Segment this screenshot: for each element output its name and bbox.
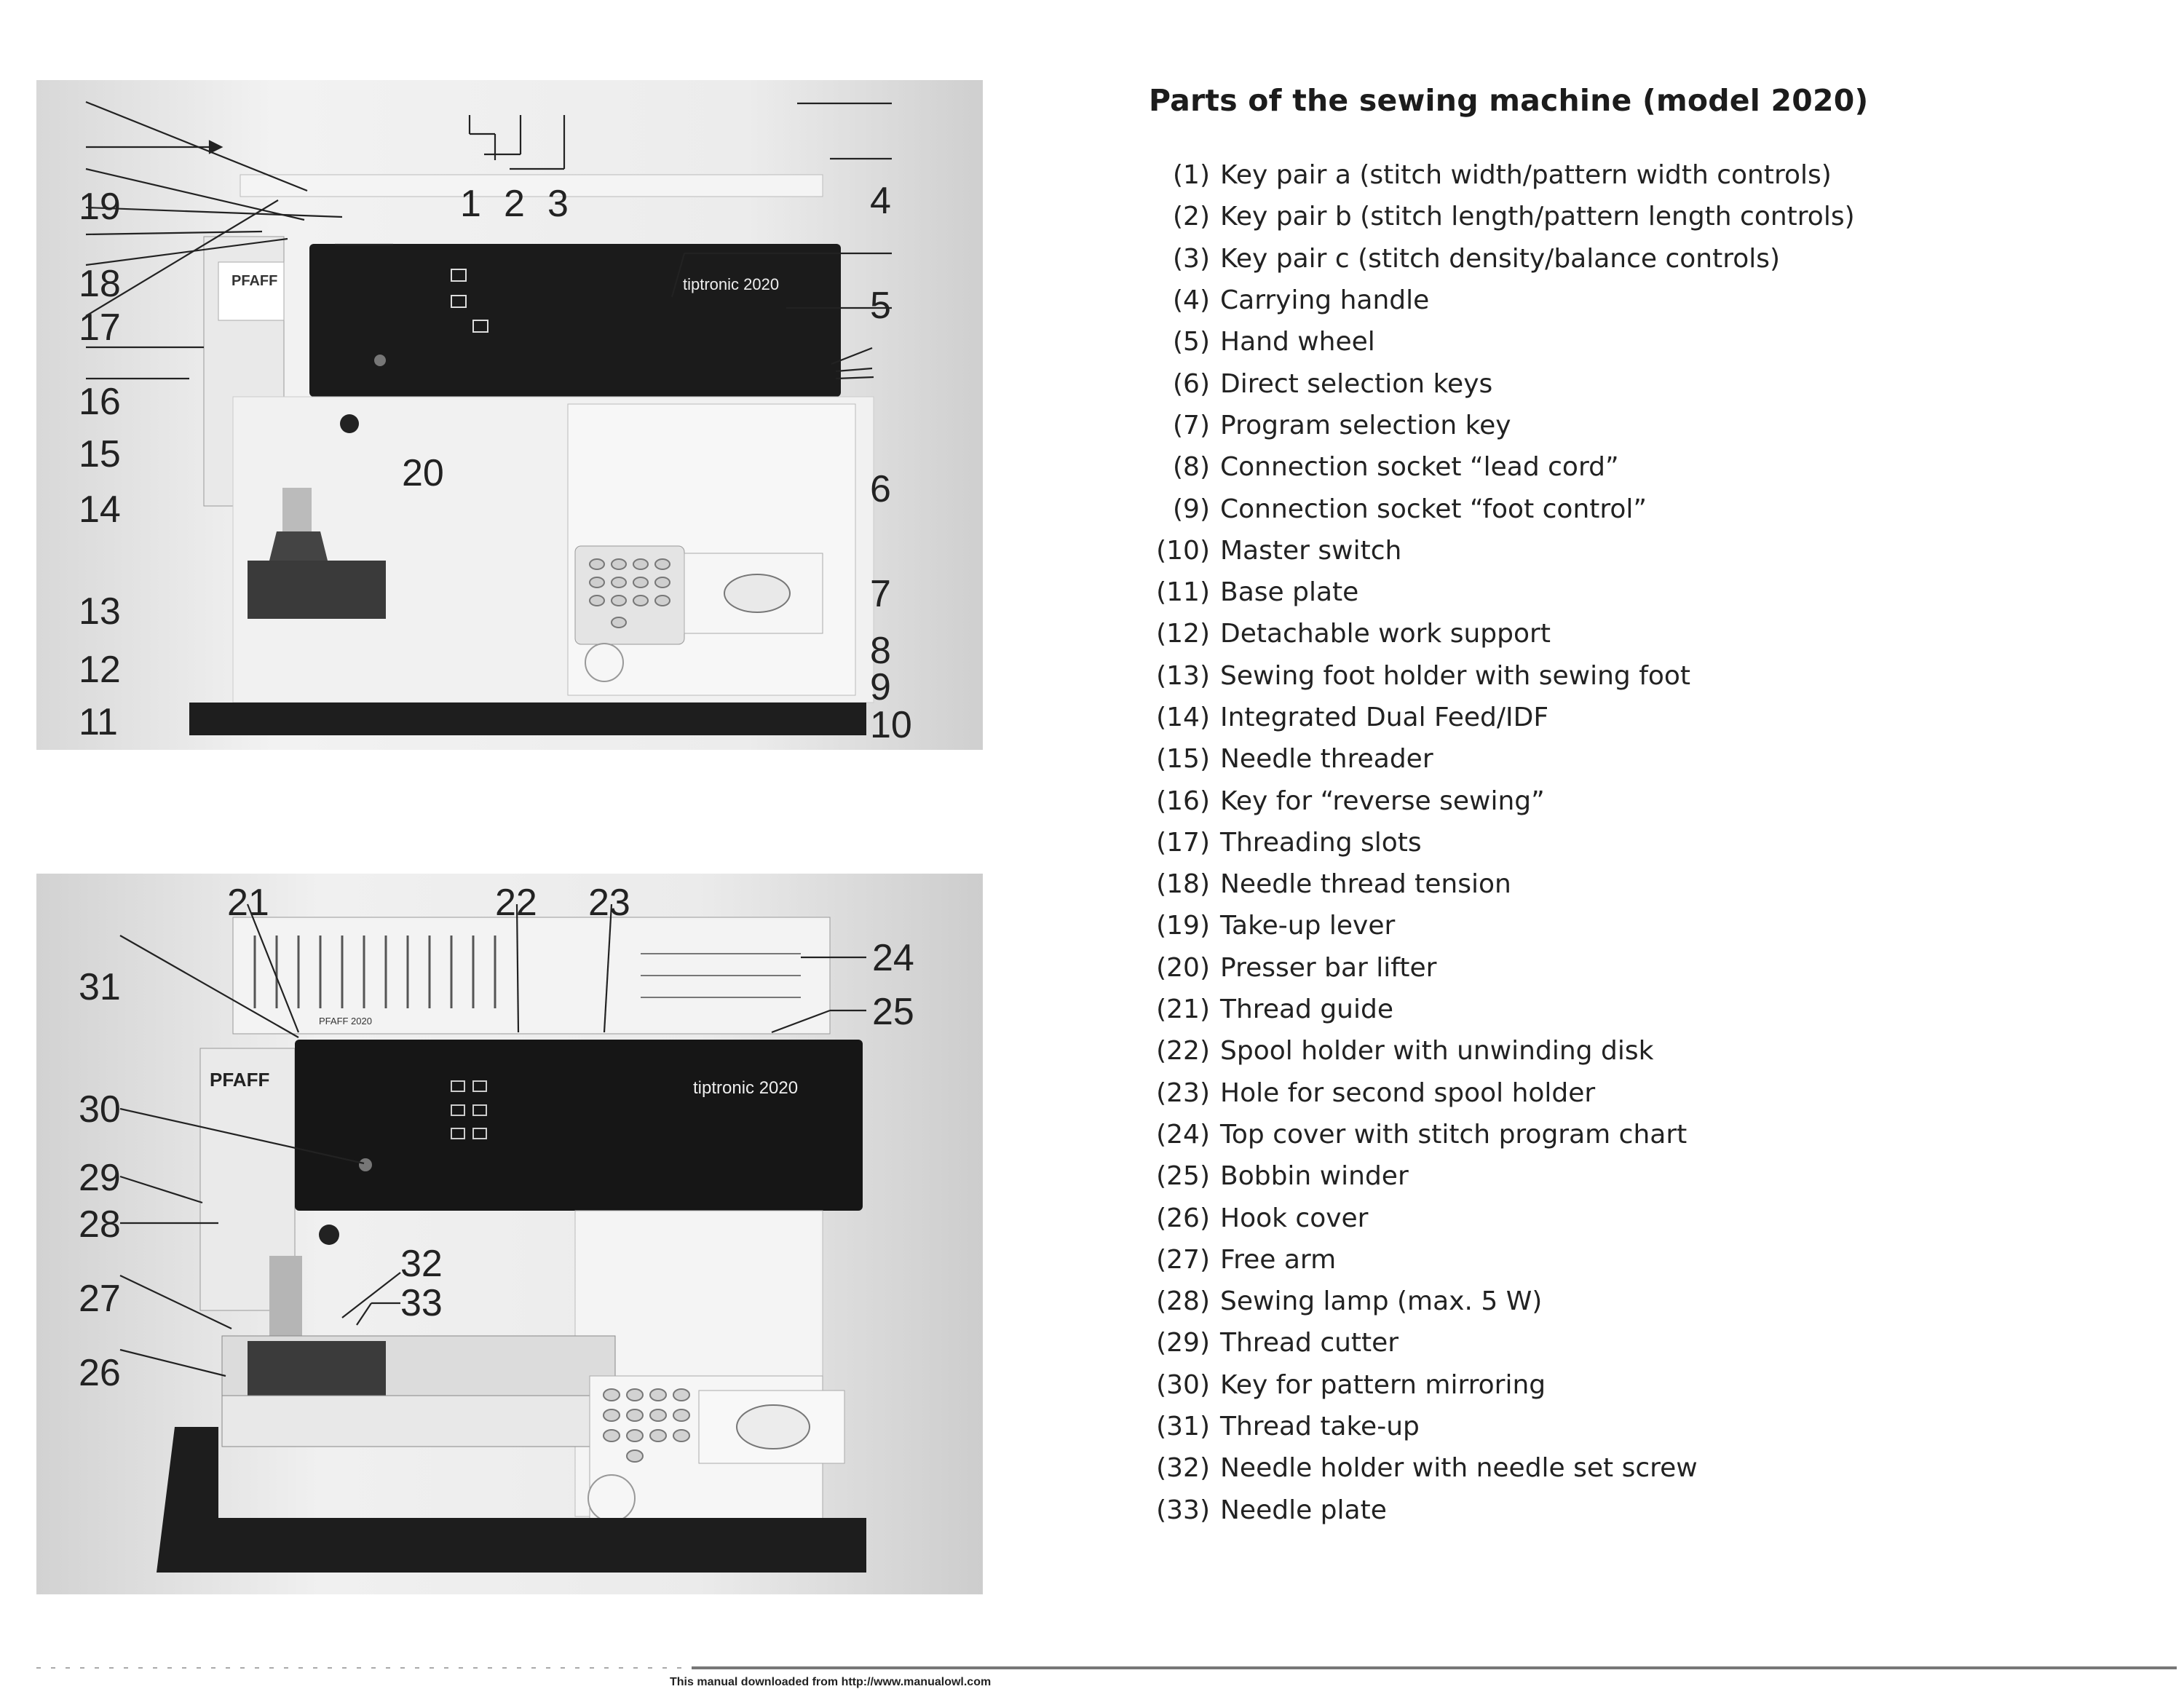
callout-2: 2 bbox=[504, 183, 525, 225]
list-item: (20) Presser bar lifter bbox=[1156, 952, 1437, 983]
list-item: (1) Key pair a (stitch width/pattern width controls) bbox=[1173, 160, 1832, 191]
list-item: (26) Hook cover bbox=[1156, 1203, 1369, 1233]
parts-list bbox=[1150, 154, 2097, 1531]
page-title: Parts of the sewing machine (model 2020) bbox=[1149, 83, 1869, 118]
callout-21: 21 bbox=[227, 882, 269, 924]
callout-26: 26 bbox=[79, 1352, 121, 1394]
callout-16: 16 bbox=[79, 381, 121, 423]
callout-20: 20 bbox=[402, 452, 444, 494]
callout-19: 19 bbox=[79, 186, 121, 228]
list-item: (31) Thread take-up bbox=[1156, 1412, 1420, 1442]
list-item: (29) Thread cutter bbox=[1156, 1328, 1399, 1358]
list-item: (6) Direct selection keys bbox=[1173, 368, 1493, 399]
list-item: (18) Needle thread tension bbox=[1156, 869, 1511, 900]
list-item: (7) Program selection key bbox=[1173, 410, 1511, 440]
list-item: (12) Detachable work support bbox=[1156, 619, 1551, 649]
footer-source-note: This manual downloaded from http://www.manualowl.com bbox=[670, 1676, 992, 1688]
chart-brand-label: PFAFF 2020 bbox=[319, 1016, 372, 1027]
callout-22: 22 bbox=[495, 882, 537, 924]
list-item: (2) Key pair b (stitch length/pattern length controls) bbox=[1173, 202, 1855, 232]
callout-24: 24 bbox=[872, 937, 914, 979]
callout-8: 8 bbox=[870, 630, 891, 672]
list-item: (33) Needle plate bbox=[1156, 1495, 1387, 1525]
list-item: (11) Base plate bbox=[1156, 577, 1359, 608]
callout-14: 14 bbox=[79, 488, 121, 531]
callout-9: 9 bbox=[870, 666, 891, 708]
callout-17: 17 bbox=[79, 306, 121, 349]
list-item: (3) Key pair c (stitch density/balance controls) bbox=[1173, 243, 1781, 274]
list-item: (21) Thread guide bbox=[1156, 994, 1393, 1025]
list-item: (13) Sewing foot holder with sewing foot bbox=[1156, 660, 1691, 691]
list-item: (28) Sewing lamp (max. 5 W) bbox=[1156, 1286, 1543, 1317]
callout-10: 10 bbox=[870, 704, 912, 746]
top-model-badge: tiptronic 2020 bbox=[683, 275, 780, 293]
top-brand-label: PFAFF bbox=[232, 273, 278, 289]
list-item: (27) Free arm bbox=[1156, 1244, 1337, 1275]
bottom-brand-label: PFAFF bbox=[210, 1069, 270, 1091]
list-item: (17) Threading slots bbox=[1156, 827, 1422, 858]
callout-27: 27 bbox=[79, 1278, 121, 1320]
bottom-model-badge: tiptronic 2020 bbox=[693, 1078, 799, 1098]
callout-4: 4 bbox=[870, 180, 891, 222]
list-item: (16) Key for “reverse sewing” bbox=[1156, 786, 1545, 816]
callout-31: 31 bbox=[79, 966, 121, 1008]
bottom-machine-figure bbox=[36, 874, 983, 1594]
callout-30: 30 bbox=[79, 1088, 121, 1131]
callout-1: 1 bbox=[460, 183, 481, 225]
callout-23: 23 bbox=[588, 882, 630, 924]
top-machine-illustration bbox=[36, 80, 983, 750]
list-item: (22) Spool holder with unwinding disk bbox=[1156, 1036, 1654, 1067]
callout-6: 6 bbox=[870, 468, 891, 510]
bottom-machine-illustration bbox=[36, 874, 983, 1594]
callout-33: 33 bbox=[400, 1282, 443, 1324]
callout-18: 18 bbox=[79, 263, 121, 305]
callout-5: 5 bbox=[870, 285, 891, 327]
callout-13: 13 bbox=[79, 590, 121, 633]
list-item: (32) Needle holder with needle set screw bbox=[1156, 1453, 1698, 1484]
callout-28: 28 bbox=[79, 1203, 121, 1246]
callout-29: 29 bbox=[79, 1157, 121, 1199]
top-machine-figure bbox=[36, 80, 983, 750]
list-item: (24) Top cover with stitch program chart bbox=[1156, 1119, 1688, 1150]
callout-7: 7 bbox=[870, 573, 891, 615]
callout-15: 15 bbox=[79, 433, 121, 475]
list-item: (9) Connection socket “foot control” bbox=[1173, 494, 1647, 524]
callout-32: 32 bbox=[400, 1243, 443, 1285]
list-item: (5) Hand wheel bbox=[1173, 327, 1375, 357]
list-item: (23) Hole for second spool holder bbox=[1156, 1077, 1596, 1108]
list-item: (14) Integrated Dual Feed/IDF bbox=[1156, 703, 1549, 732]
list-item: (19) Take-up lever bbox=[1156, 911, 1396, 941]
list-item: (25) Bobbin winder bbox=[1156, 1161, 1409, 1192]
list-item: (10) Master switch bbox=[1156, 535, 1402, 566]
callout-12: 12 bbox=[79, 649, 121, 691]
callout-25: 25 bbox=[872, 991, 914, 1033]
callout-11: 11 bbox=[79, 701, 118, 743]
list-item: (30) Key for pattern mirroring bbox=[1156, 1369, 1546, 1400]
list-item: (4) Carrying handle bbox=[1173, 285, 1430, 316]
list-item: (15) Needle threader bbox=[1156, 744, 1433, 775]
callout-3: 3 bbox=[547, 183, 569, 225]
list-item: (8) Connection socket “lead cord” bbox=[1173, 452, 1619, 483]
scan-divider bbox=[36, 1664, 2177, 1672]
